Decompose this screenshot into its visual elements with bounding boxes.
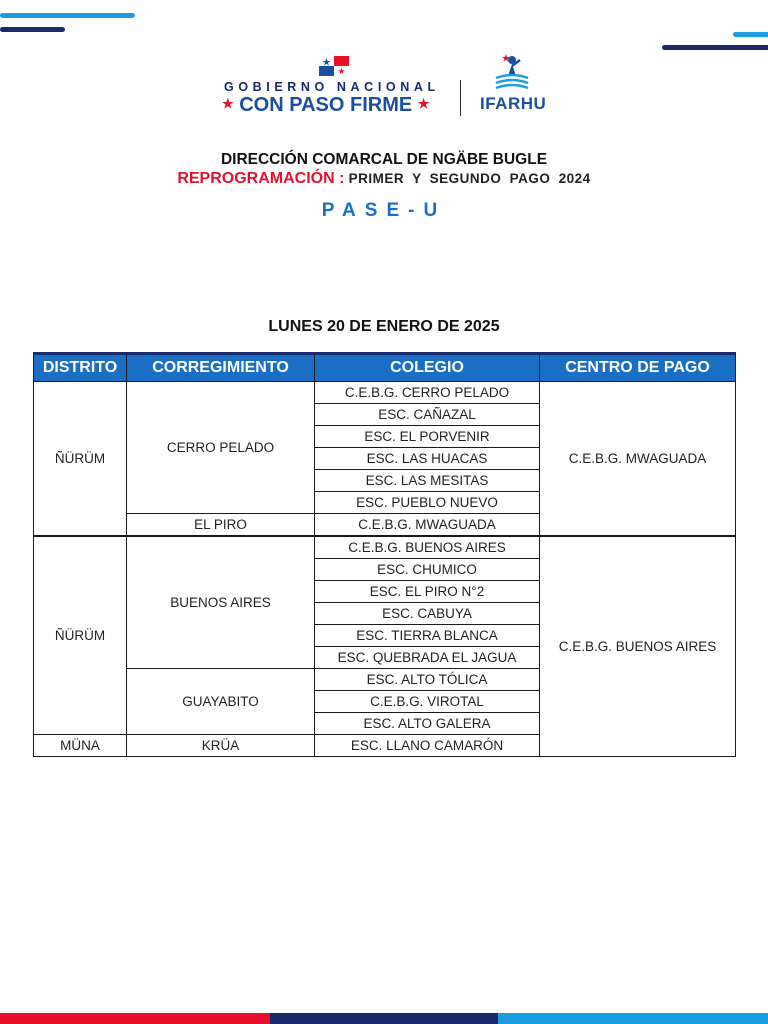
table-header-row <box>34 354 736 382</box>
table-row <box>34 382 736 404</box>
cell-distrito: MÜNA <box>34 735 127 757</box>
program-name: PASE-U <box>321 200 447 221</box>
bottom-stripe-navy <box>270 1013 498 1024</box>
cell-colegio: ESC. LAS HUACAS <box>315 448 540 470</box>
cell-centro-de-pago: C.E.B.G. BUENOS AIRES <box>540 536 736 757</box>
cell-distrito: ÑÜRÜM <box>34 536 127 735</box>
logo-divider <box>460 80 461 116</box>
cell-corregimiento: KRÜA <box>127 735 315 757</box>
cell-corregimiento: CERRO PELADO <box>127 382 315 514</box>
logo-line-gobierno-nacional: GOBIERNO NACIONAL <box>224 80 440 94</box>
cell-colegio: C.E.B.G. CERRO PELADO <box>315 382 540 404</box>
header-corregimiento: CORREGIMIENTO <box>127 354 315 382</box>
page-title: DIRECCIÓN COMARCAL DE NGÄBE BUGLE <box>220 151 548 168</box>
cell-distrito: ÑÜRÜM <box>34 382 127 537</box>
ifarhu-student-book-icon <box>490 52 534 92</box>
schedule-date: LUNES 20 DE ENERO DE 2025 <box>268 318 500 335</box>
cell-colegio: ESC. CABUYA <box>315 603 540 625</box>
star-icon: ★ <box>222 96 234 111</box>
top-right-accent-bar-blue <box>733 32 768 37</box>
reprogramming-text: PRIMER Y SEGUNDO PAGO 2024 <box>348 171 591 186</box>
header-centro-de-pago: CENTRO DE PAGO <box>540 354 736 382</box>
cell-centro-de-pago: C.E.B.G. MWAGUADA <box>540 382 736 537</box>
header-colegio: COLEGIO <box>315 354 540 382</box>
cell-colegio: C.E.B.G. MWAGUADA <box>315 514 540 537</box>
logo-line-con-paso-firme <box>222 94 429 117</box>
cell-colegio: ESC. ALTO TÓLICA <box>315 669 540 691</box>
schedule-table <box>33 352 736 757</box>
ifarhu-wordmark: IFARHU <box>480 94 547 113</box>
bottom-stripe-blue <box>498 1013 768 1024</box>
cell-colegio: ESC. LLANO CAMARÓN <box>315 735 540 757</box>
top-left-accent-bar-navy <box>0 27 65 32</box>
cell-corregimiento: BUENOS AIRES <box>127 536 315 669</box>
header-distrito: DISTRITO <box>34 354 127 382</box>
cell-colegio: ESC. ALTO GALERA <box>315 713 540 735</box>
logo-slogan: CON PASO FIRME <box>239 94 413 116</box>
cell-colegio: ESC. LAS MESITAS <box>315 470 540 492</box>
cell-colegio: ESC. TIERRA BLANCA <box>315 625 540 647</box>
top-right-accent-bar-navy <box>662 45 768 50</box>
cell-colegio: ESC. PUEBLO NUEVO <box>315 492 540 514</box>
cell-corregimiento: EL PIRO <box>127 514 315 537</box>
cell-colegio: ESC. CHUMICO <box>315 559 540 581</box>
cell-colegio: C.E.B.G. VIROTAL <box>315 691 540 713</box>
cell-colegio: ESC. QUEBRADA EL JAGUA <box>315 647 540 669</box>
table-row <box>34 536 736 559</box>
cell-colegio: ESC. CAÑAZAL <box>315 404 540 426</box>
bottom-stripe-red <box>0 1013 270 1024</box>
top-left-accent-bar-blue <box>0 13 135 18</box>
reprogramming-label: REPROGRAMACIÓN : <box>177 170 345 187</box>
reprogramming-subtitle <box>0 170 768 188</box>
star-icon: ★ <box>417 96 430 111</box>
panama-flag-icon <box>319 56 349 76</box>
government-logo <box>222 52 552 122</box>
cell-colegio: ESC. EL PIRO N°2 <box>315 581 540 603</box>
cell-colegio: C.E.B.G. BUENOS AIRES <box>315 536 540 559</box>
cell-colegio: ESC. EL PORVENIR <box>315 426 540 448</box>
cell-corregimiento: GUAYABITO <box>127 669 315 735</box>
